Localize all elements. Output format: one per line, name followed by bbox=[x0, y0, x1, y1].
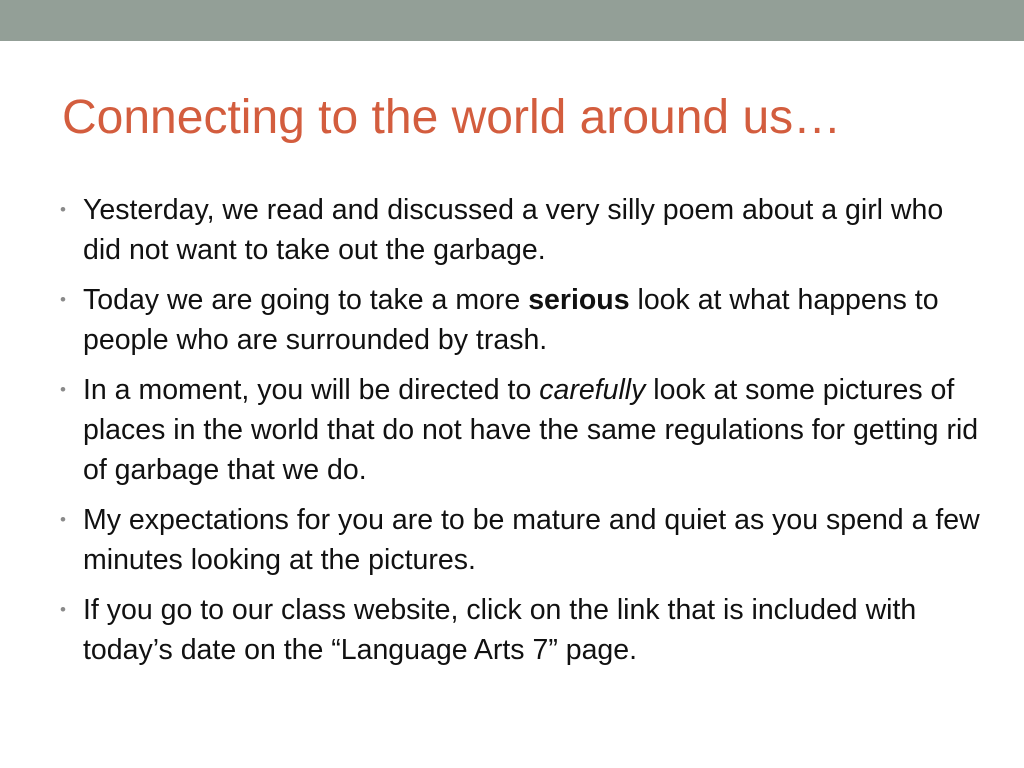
bullet-item-yesterday bbox=[60, 190, 980, 270]
bullet-icon: • bbox=[60, 290, 66, 309]
bullet-item-website bbox=[60, 590, 980, 670]
bullet-item-today bbox=[60, 280, 980, 360]
bullet-icon: • bbox=[60, 380, 66, 399]
bullet-text-before: Today we are going to take a more bbox=[83, 284, 529, 316]
bullet-text-after: look at some pictures of places in the world that do not have the same regulations for getting rid of garbage that we do. bbox=[83, 374, 979, 486]
bullet-item-moment bbox=[60, 370, 980, 490]
bullet-list bbox=[60, 190, 980, 680]
bullet-icon: • bbox=[60, 200, 66, 219]
bullet-icon: • bbox=[60, 510, 66, 529]
bullet-icon: • bbox=[60, 600, 66, 619]
bullet-emphasis-serious: serious bbox=[528, 284, 630, 316]
top-accent-bar bbox=[0, 0, 1024, 41]
bullet-text: My expectations for you are to be mature and quiet as you spend a few minutes looking at the pictures. bbox=[83, 504, 980, 576]
bullet-text: Yesterday, we read and discussed a very silly poem about a girl who did not want to take out the garbage. bbox=[83, 194, 944, 266]
bullet-text: If you go to our class website, click on the link that is included with today’s date on the “Language Arts 7” page. bbox=[83, 594, 917, 666]
slide-title: Connecting to the world around us… bbox=[62, 91, 842, 144]
bullet-text-before: In a moment, you will be directed to bbox=[83, 374, 540, 406]
bullet-text-after: look at what happens to people who are surrounded by trash. bbox=[83, 284, 939, 356]
bullet-emphasis-carefully: carefully bbox=[539, 374, 646, 406]
bullet-item-expectations bbox=[60, 500, 980, 580]
